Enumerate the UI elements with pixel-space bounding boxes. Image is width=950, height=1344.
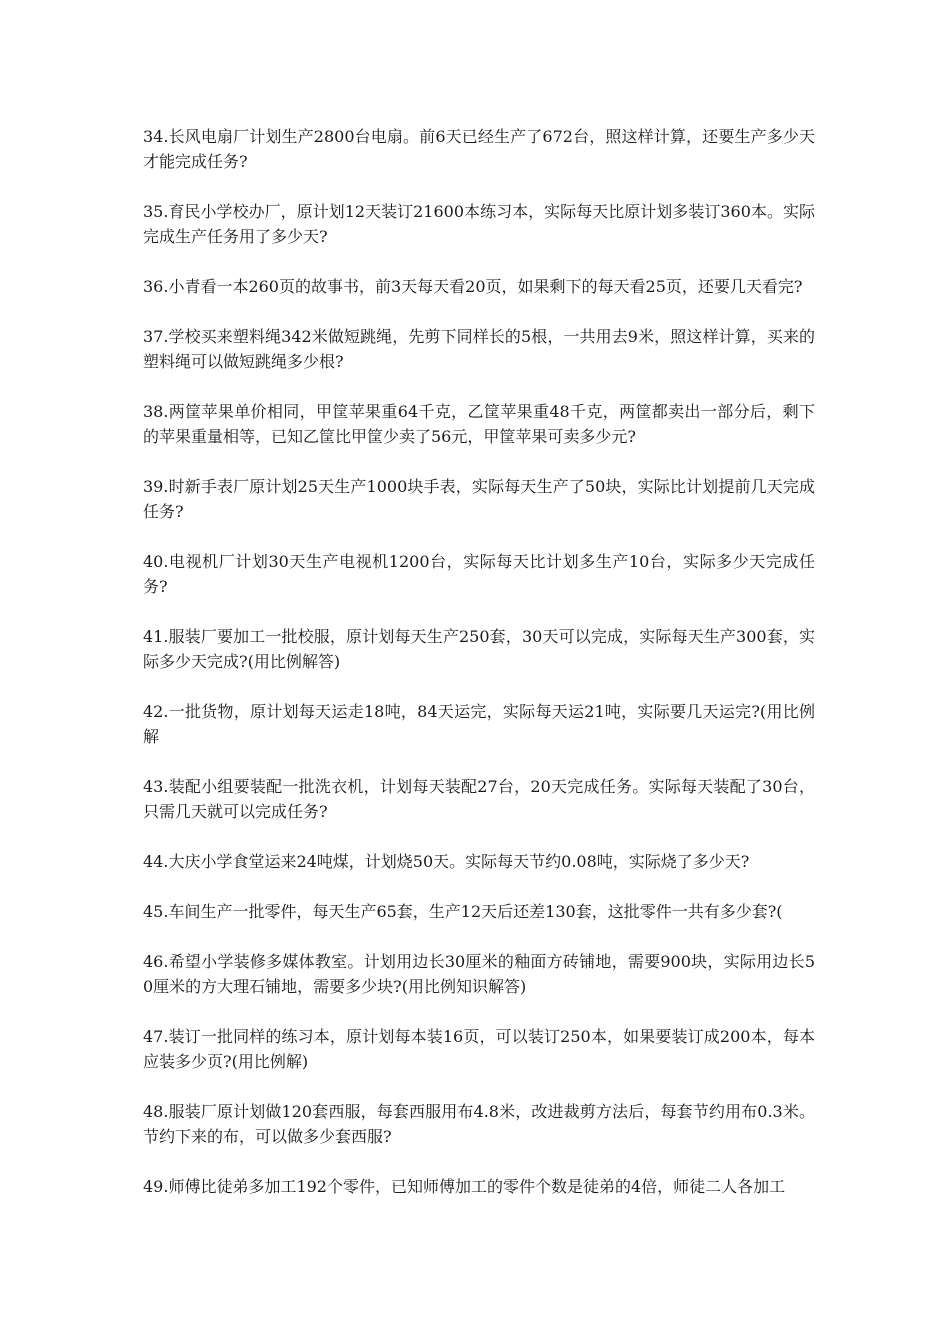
problem-35: 35.育民小学校办厂，原计划12天装订21600本练习本，实际每天比原计划多装订360本。实际完成生产任务用了多少天?: [143, 202, 815, 246]
problem-34: 34.长风电扇厂计划生产2800台电扇。前6天已经生产了672台，照这样计算，还要生产多少天才能完成任务?: [143, 127, 815, 171]
problem-43: 43.装配小组要装配一批洗衣机，计划每天装配27台，20天完成任务。实际每天装配了30台，只需几天就可以完成任务?: [143, 777, 815, 821]
problem-37: 37.学校买来塑料绳342米做短跳绳，先剪下同样长的5根，一共用去9米，照这样计算，买来的塑料绳可以做短跳绳多少根?: [143, 327, 815, 371]
problem-45: 45.车间生产一批零件，每天生产65套，生产12天后还差130套，这批零件一共有多少套?(: [143, 902, 783, 921]
problem-list: [143, 124, 815, 1199]
problem-39: 39.时新手表厂原计划25天生产1000块手表，实际每天生产了50块，实际比计划提前几天完成任务?: [143, 477, 815, 521]
problem-47: 47.装订一批同样的练习本，原计划每本装16页，可以装订250本，如果要装订成200本，每本应装多少页?(用比例解): [143, 1027, 815, 1071]
problem-48: 48.服装厂原计划做120套西服，每套西服用布4.8米，改进裁剪方法后，每套节约用布0.3米。节约下来的布，可以做多少套西服?: [143, 1102, 815, 1146]
problem-38: 38.两筐苹果单价相同，甲筐苹果重64千克，乙筐苹果重48千克，两筐都卖出一部分后，剩下的苹果重量相等，已知乙筐比甲筐少卖了56元，甲筐苹果可卖多少元?: [143, 402, 815, 446]
problem-41: 41.服装厂要加工一批校服，原计划每天生产250套，30天可以完成，实际每天生产300套，实际多少天完成?(用比例解答): [143, 627, 815, 671]
problem-42: 42.一批货物，原计划每天运走18吨，84天运完，实际每天运21吨，实际要几天运完?(用比例解: [143, 702, 815, 746]
problem-49: 49.师傅比徒弟多加工192个零件，已知师傅加工的零件个数是徒弟的4倍，师徒二人各加工: [143, 1177, 786, 1196]
problem-44: 44.大庆小学食堂运来24吨煤，计划烧50天。实际每天节约0.08吨，实际烧了多少天?: [143, 852, 750, 871]
problem-40: 40.电视机厂计划30天生产电视机1200台，实际每天比计划多生产10台，实际多少天完成任务?: [143, 552, 815, 596]
problem-46: 46.希望小学装修多媒体教室。计划用边长30厘米的釉面方砖铺地，需要900块，实际用边长50厘米的方大理石铺地，需要多少块?(用比例知识解答): [143, 952, 815, 996]
problem-36: 36.小青看一本260页的故事书，前3天每天看20页，如果剩下的每天看25页，还要几天看完?: [143, 277, 803, 296]
